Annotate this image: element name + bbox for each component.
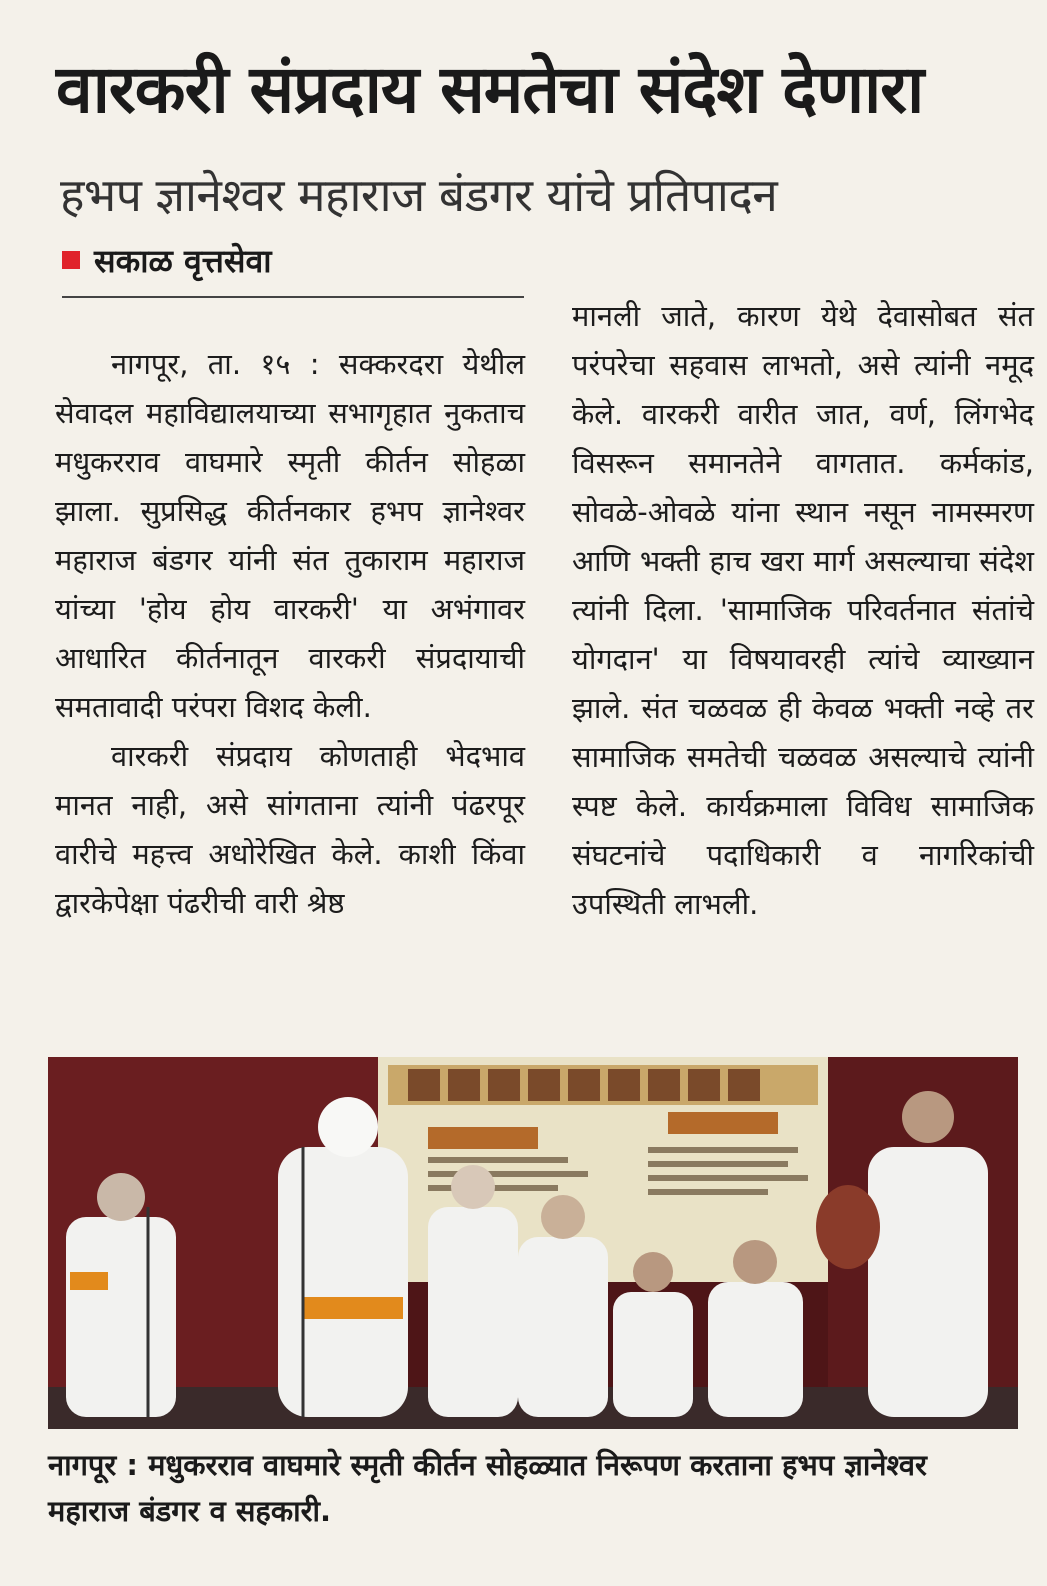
article-column-1 (55, 340, 525, 928)
event-photo-illustration (48, 1057, 1018, 1429)
article-column-2 (572, 292, 1034, 929)
subheadline: हभप ज्ञानेश्वर महाराज बंडगर यांचे प्रतिपादन (60, 168, 778, 222)
byline-marker-icon (62, 251, 80, 269)
paragraph: नागपूर, ता. १५ : सक्करदरा येथील सेवादल महाविद्यालयाच्या सभागृहात नुकताच मधुकरराव वाघमारे स्मृती कीर्तन सोहळा झाला. सुप्रसिद्ध कीर्तनकार हभप ज्ञानेश्वर महाराज बंडगर यांनी संत तुकाराम महाराज यांच्या 'होय होय वारकरी' या अभंगावर आधारित कीर्तनातून वारकरी संप्रदायाची समतावादी परंपरा विशद केली. (55, 347, 525, 724)
byline-text: सकाळ वृत्तसेवा (94, 241, 272, 280)
caption-place: नागपूर : (48, 1448, 138, 1482)
paragraph: वारकरी संप्रदाय कोणताही भेदभाव मानत नाही, असे सांगताना त्यांनी पंढरपूर वारीचे महत्त्व अधोरेखित केले. काशी किंवा द्वारकेपेक्षा पंढरीची वारी श्रेष्ठ (55, 739, 525, 920)
headline: वारकरी संप्रदाय समतेचा संदेश देणारा (56, 51, 924, 128)
photo-caption (48, 1442, 1018, 1534)
caption-text: मधुकरराव वाघमारे स्मृती कीर्तन सोहळ्यात निरूपण करताना हभप ज्ञानेश्वर महाराज बंडगर व सहकारी. (48, 1448, 927, 1528)
paragraph: मानली जाते, कारण येथे देवासोबत संत परंपरेचा सहवास लाभतो, असे त्यांनी नमूद केले. वारकरी वारीत जात, वर्ण, लिंगभेद विसरून समानतेने वागतात. कर्मकांड, सोवळे-ओवळे यांना स्थान नसून नामस्मरण आणि भक्ती हाच खरा मार्ग असल्याचा संदेश त्यांनी दिला. 'सामाजिक परिवर्तनात संतांचे योगदान' या विषयावरही त्यांचे व्याख्यान झाले. संत चळवळ ही केवळ भक्ती नव्हे तर सामाजिक समतेची चळवळ असल्याचे त्यांनी स्पष्ट केले. कार्यक्रमाला विविध सामाजिक संघटनांचे पदाधिकारी व नागरिकांची उपस्थिती लाभली. (572, 299, 1034, 921)
byline-rule (62, 296, 524, 298)
byline (62, 238, 272, 282)
event-photo (48, 1057, 1018, 1429)
